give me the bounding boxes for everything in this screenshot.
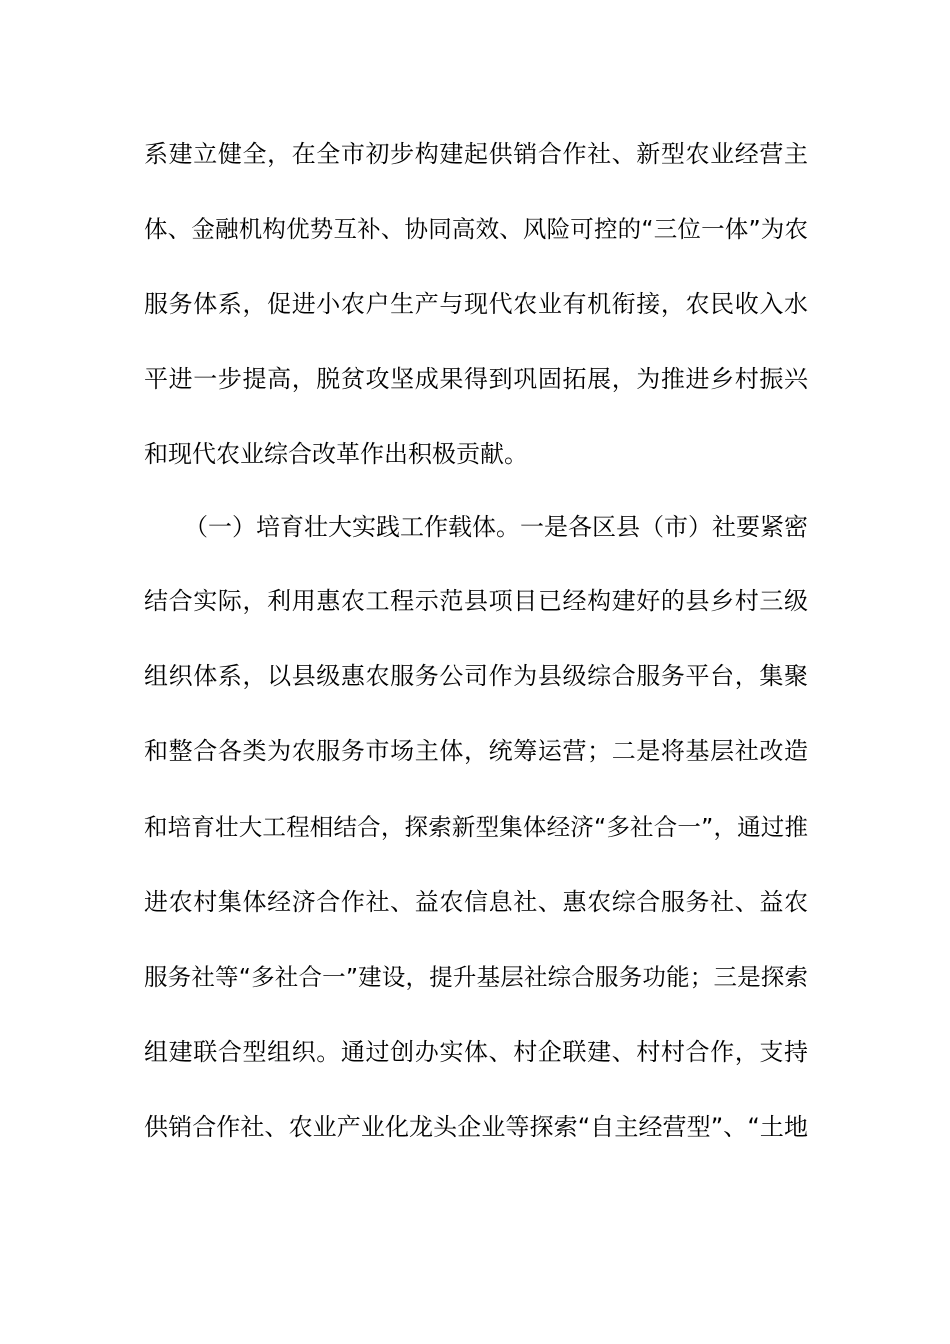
text-line: 和整合各类为农服务市场主体，统筹运营；二是将基层社改造 [144,737,808,765]
text-line: 和培育壮大工程相结合，探索新型集体经济“多社合一”，通过推 [144,813,808,841]
text-line: 进农村集体经济合作社、益农信息社、惠农综合服务社、益农 [144,888,808,916]
text-line: 体、金融机构优势互补、协同高效、风险可控的“三位一体”为农 [144,215,808,243]
text-line: 组织体系，以县级惠农服务公司作为县级综合服务平台，集聚 [144,662,808,690]
text-line: （一）培育壮大实践工作载体。一是各区县（市）社要紧密 [184,513,808,541]
text-line: 系建立健全，在全市初步构建起供销合作社、新型农业经营主 [144,140,808,168]
text-line: 组建联合型组织。通过创办实体、村企联建、村村合作，支持 [144,1038,808,1066]
text-line: 结合实际，利用惠农工程示范县项目已经构建好的县乡村三级 [144,587,808,615]
text-line: 服务体系，促进小农户生产与现代农业有机衔接，农民收入水 [144,290,808,318]
text-line: 服务社等“多社合一”建设，提升基层社综合服务功能；三是探索 [144,963,808,991]
text-line: 和现代农业综合改革作出积极贡献。 [144,440,528,468]
text-line: 平进一步提高，脱贫攻坚成果得到巩固拓展，为推进乡村振兴 [144,365,808,393]
text-line: 供销合作社、农业产业化龙头企业等探索“自主经营型”、“土地 [144,1113,808,1141]
